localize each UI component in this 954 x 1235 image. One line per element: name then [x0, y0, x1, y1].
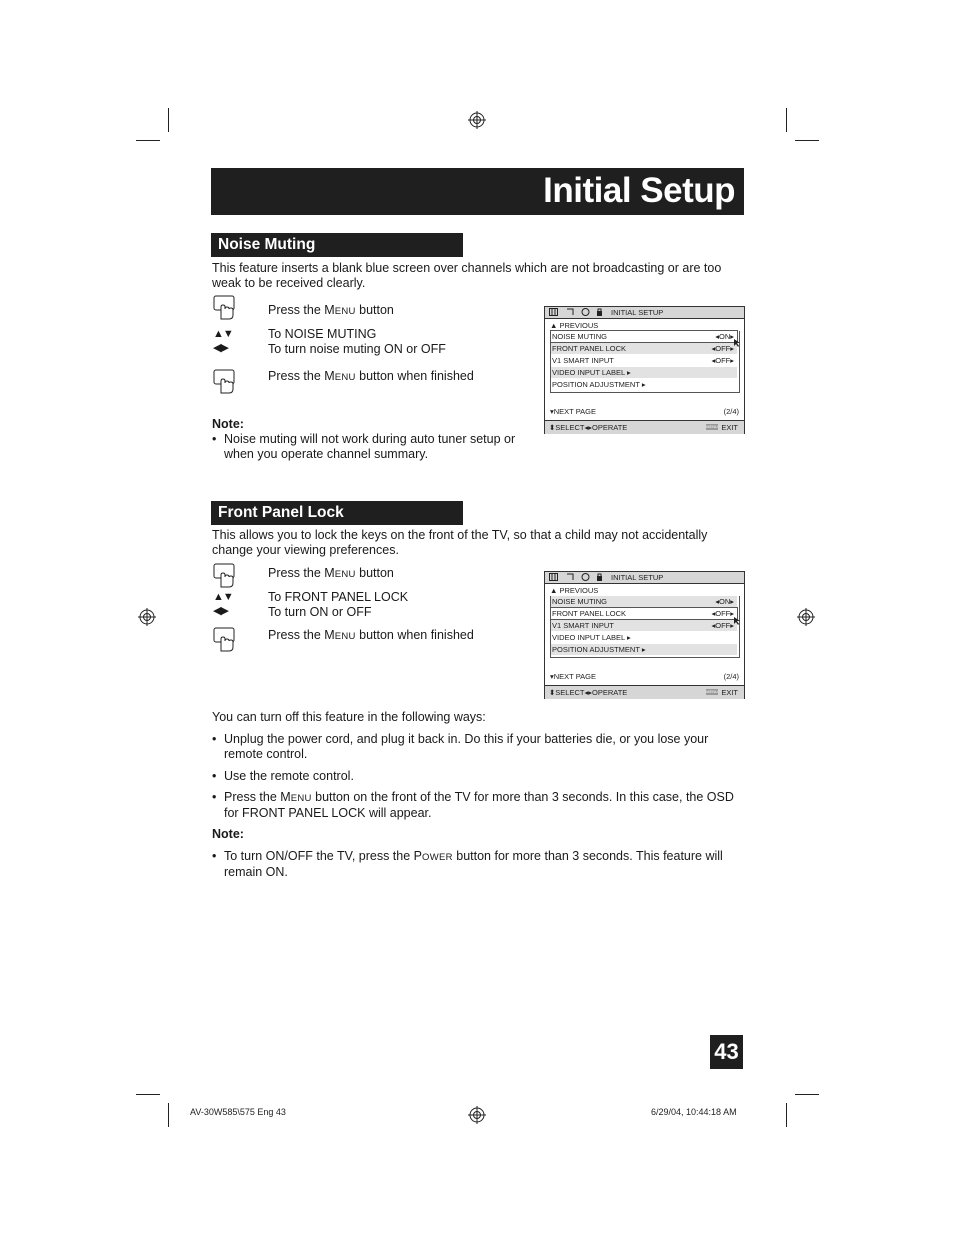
select-text: SELECT — [555, 423, 585, 432]
osd-footer-hint: ⬍SELECT◂▸OPERATE — [549, 423, 628, 432]
osd-next-page[interactable]: ▾NEXT PAGE — [550, 407, 597, 416]
page-title-banner — [211, 168, 744, 215]
crop-mark — [786, 108, 787, 132]
way-line: remote control. — [224, 747, 308, 761]
osd-footer — [545, 685, 744, 699]
osd-item-video-input-label[interactable] — [551, 367, 737, 378]
osd-item-position-adjustment[interactable] — [551, 379, 737, 390]
note-line — [224, 849, 723, 865]
osd-item-label: VIDEO INPUT LABEL ▸ — [552, 368, 631, 377]
osd-title: INITIAL SETUP — [611, 573, 664, 582]
osd-next-label: NEXT PAGE — [553, 672, 597, 681]
step-text: button — [355, 303, 394, 317]
section-heading-front-panel-lock — [211, 501, 463, 525]
registration-mark-icon — [138, 608, 156, 626]
crop-mark — [136, 140, 160, 141]
menu-smallcaps: ENU — [334, 631, 356, 642]
fpl-way-1 — [212, 732, 752, 762]
osd-item-v1-smart-input[interactable] — [551, 620, 737, 631]
text-part: button for more than 3 seconds. This feature will — [452, 849, 723, 863]
note-line: remain ON. — [224, 865, 288, 879]
noise-muting-intro — [212, 261, 721, 291]
step-text: Press the M — [268, 303, 335, 317]
page-title: Initial Setup — [543, 171, 735, 210]
pointer-cursor-icon — [734, 617, 740, 625]
label-text: POSITION ADJUSTMENT — [552, 645, 640, 654]
osd-item-label: V1 SMART INPUT — [552, 356, 614, 365]
press-hand-icon — [212, 627, 238, 653]
osd-item-noise-muting[interactable] — [551, 331, 737, 342]
osd-footer — [545, 420, 744, 434]
fpl-intro — [212, 528, 707, 558]
value-text: ON — [718, 597, 731, 606]
way-line: Unplug the power cord, and plug it back in. Do this if your batteries die, or you lose your — [224, 732, 709, 746]
nm-arrow-keys — [213, 327, 233, 355]
speaker-icon — [566, 573, 575, 581]
tv-icon — [549, 573, 558, 581]
nm-note-bullet — [212, 432, 532, 462]
note-text — [224, 432, 515, 462]
bullet: • — [212, 732, 217, 746]
power-smallcaps: OWER — [422, 852, 453, 863]
osd-menu-front-panel-lock — [544, 571, 745, 699]
text-part: To turn ON/OFF the TV, press the P — [224, 849, 422, 863]
fpl-way-2 — [212, 769, 752, 784]
step-text: To turn ON or OFF — [268, 605, 372, 619]
registration-mark-icon — [468, 111, 486, 129]
osd-header — [545, 572, 744, 584]
nm-step-2 — [268, 327, 446, 357]
osd-page-indicator: (2/4) — [723, 407, 739, 416]
label-text: VIDEO INPUT LABEL — [552, 368, 625, 377]
crop-mark — [795, 1094, 819, 1095]
bullet: • — [212, 849, 217, 863]
osd-item-value: ◂OFF▸ — [711, 621, 734, 630]
intro-line: weak to be received clearly. — [212, 276, 366, 290]
value-text: OFF — [715, 609, 731, 618]
osd-page-indicator: (2/4) — [723, 672, 739, 681]
osd-menu-noise-muting — [544, 306, 745, 434]
osd-item-position-adjustment[interactable] — [551, 644, 737, 655]
value-text: ON — [718, 332, 731, 341]
osd-footer-hint: ⬍SELECT◂▸OPERATE — [549, 688, 628, 697]
fpl-way-3 — [212, 790, 752, 820]
up-down-arrows-icon: ▲▼ — [213, 591, 233, 603]
osd-item-value: ◂OFF▸ — [711, 609, 734, 618]
footer-timestamp: 6/29/04, 10:44:18 AM — [651, 1107, 737, 1117]
value-text: OFF — [715, 344, 731, 353]
osd-item-value: ◂OFF▸ — [711, 344, 734, 353]
way-text — [224, 790, 734, 821]
osd-item-noise-muting[interactable] — [551, 596, 737, 607]
nm-step-1 — [268, 303, 394, 319]
osd-item-label: FRONT PANEL LOCK — [552, 609, 627, 618]
crop-mark — [168, 108, 169, 132]
osd-item-label: FRONT PANEL LOCK — [552, 344, 627, 353]
osd-item-v1-smart-input[interactable] — [551, 355, 737, 366]
osd-item-value: ◂OFF▸ — [711, 356, 734, 365]
osd-item-label: V1 SMART INPUT — [552, 621, 614, 630]
step-text: Press the M — [268, 566, 335, 580]
note-text — [224, 849, 723, 880]
way-text: Use the remote control. — [224, 769, 354, 783]
footer-file-info: AV-30W585\575 Eng 43 — [190, 1107, 286, 1117]
way-line — [224, 790, 734, 806]
crop-mark — [795, 140, 819, 141]
step-text: Press the M — [268, 369, 335, 383]
lock-icon — [595, 573, 604, 581]
menu-smallcaps: ENU — [334, 306, 356, 317]
crop-mark — [136, 1094, 160, 1095]
section-heading-text: Front Panel Lock — [218, 504, 344, 521]
osd-title: INITIAL SETUP — [611, 308, 664, 317]
osd-next-page[interactable]: ▾NEXT PAGE — [550, 672, 597, 681]
osd-exit: EXIT — [721, 423, 738, 432]
step-text: button when finished — [355, 369, 474, 383]
osd-item-label: NOISE MUTING — [552, 332, 608, 341]
menu-smallcaps: ENU — [334, 372, 356, 383]
osd-header — [545, 307, 744, 319]
intro-line: This feature inserts a blank blue screen over channels which are not broadcasting or are too — [212, 261, 722, 275]
section-heading-noise-muting — [211, 233, 463, 257]
crop-mark — [786, 1103, 787, 1127]
osd-previous-label: PREVIOUS — [559, 321, 599, 330]
menu-button-icon: MENU — [706, 424, 718, 429]
menu-smallcaps: ENU — [290, 793, 312, 804]
select-text: SELECT — [555, 688, 585, 697]
press-hand-icon — [212, 295, 238, 321]
step-text: To NOISE MUTING — [268, 327, 377, 341]
left-right-arrows-icon: ◀▶ — [213, 605, 228, 617]
nm-note-label: Note: — [212, 417, 244, 431]
osd-item-front-panel-lock[interactable] — [551, 343, 737, 354]
osd-item-label: NOISE MUTING — [552, 597, 608, 606]
step-text: To turn noise muting ON or OFF — [268, 342, 446, 356]
step-text: button when finished — [355, 628, 474, 642]
step-text: Press the M — [268, 628, 335, 642]
osd-item-label: POSITION ADJUSTMENT ▸ — [552, 380, 646, 389]
section-heading-text: Noise Muting — [218, 236, 316, 253]
operate-text: OPERATE — [592, 423, 628, 432]
osd-next-label: NEXT PAGE — [553, 407, 597, 416]
bullet: • — [212, 790, 217, 804]
osd-previous-label: PREVIOUS — [559, 586, 599, 595]
intro-line: change your viewing preferences. — [212, 543, 399, 557]
osd-item-value: ◂ON▸ — [715, 597, 734, 606]
pointer-cursor-icon — [734, 339, 740, 347]
page-number: 43 — [710, 1035, 743, 1069]
text-part: Press the M — [224, 790, 291, 804]
press-hand-icon — [212, 369, 238, 395]
left-right-arrows-icon: ◀▶ — [213, 342, 228, 354]
operate-text: OPERATE — [592, 688, 628, 697]
lock-icon — [595, 308, 604, 316]
fpl-step-2 — [268, 590, 408, 620]
osd-item-video-input-label[interactable] — [551, 632, 737, 643]
osd-item-label: VIDEO INPUT LABEL ▸ — [552, 633, 631, 642]
menu-button-icon: MENU — [706, 689, 718, 694]
up-down-arrows-icon: ▲▼ — [213, 328, 233, 340]
registration-mark-icon — [797, 608, 815, 626]
label-text: VIDEO INPUT LABEL — [552, 633, 625, 642]
note-line: Noise muting will not work during auto tuner setup or — [224, 432, 516, 446]
fpl-step-1 — [268, 566, 394, 582]
osd-previous[interactable]: ▲ PREVIOUS — [550, 586, 599, 595]
way-text — [224, 732, 708, 762]
label-text: POSITION ADJUSTMENT — [552, 380, 640, 389]
fpl-step-3 — [268, 628, 474, 644]
fpl-ways-intro: You can turn off this feature in the following ways: — [212, 710, 486, 724]
osd-item-value: ◂ON▸ — [715, 332, 734, 341]
osd-previous[interactable]: ▲ PREVIOUS — [550, 321, 599, 330]
clock-icon — [581, 573, 590, 581]
press-hand-icon — [212, 563, 238, 589]
text-part: button on the front of the TV for more than 3 seconds. In this case, the OSD — [311, 790, 734, 804]
osd-item-front-panel-lock[interactable] — [551, 608, 737, 619]
speaker-icon — [566, 308, 575, 316]
step-text: To FRONT PANEL LOCK — [268, 590, 409, 604]
bullet: • — [212, 769, 217, 783]
osd-item-label: POSITION ADJUSTMENT ▸ — [552, 645, 646, 654]
clock-icon — [581, 308, 590, 316]
fpl-note-label: Note: — [212, 827, 244, 841]
value-text: OFF — [715, 356, 731, 365]
step-text: button — [355, 566, 394, 580]
registration-mark-icon — [468, 1106, 486, 1124]
note-line: when you operate channel summary. — [224, 447, 429, 461]
nm-step-3 — [268, 369, 474, 385]
intro-line: This allows you to lock the keys on the front of the TV, so that a child may not accidentally — [212, 528, 708, 542]
osd-exit: EXIT — [721, 688, 738, 697]
value-text: OFF — [715, 621, 731, 630]
menu-smallcaps: ENU — [334, 569, 356, 580]
tv-icon — [549, 308, 558, 316]
fpl-note-bullet — [212, 849, 752, 879]
fpl-arrow-keys — [213, 590, 233, 618]
crop-mark — [168, 1103, 169, 1127]
way-line: for FRONT PANEL LOCK will appear. — [224, 806, 432, 820]
bullet: • — [212, 432, 217, 446]
